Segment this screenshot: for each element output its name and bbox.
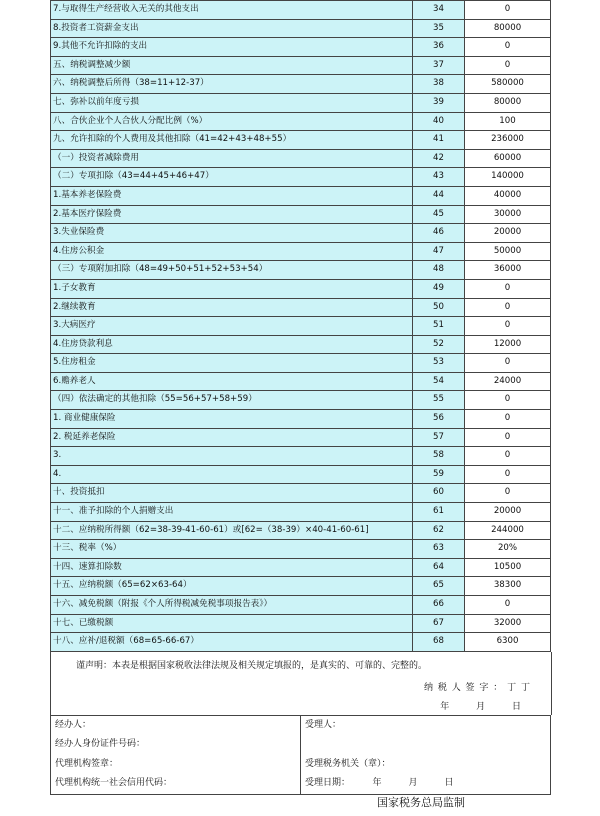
table-row — [51, 447, 551, 466]
table-row — [51, 186, 551, 205]
item-label: 五、纳税调整减少额 — [51, 56, 413, 75]
line-number: 68 — [413, 633, 465, 652]
amount-cell[interactable]: 0 — [465, 354, 551, 373]
item-label: 8.投资者工资薪金支出 — [51, 19, 413, 38]
line-number: 48 — [413, 261, 465, 280]
item-label: 七、弥补以前年度亏损 — [51, 93, 413, 112]
tax-return-form — [50, 0, 550, 795]
line-number: 63 — [413, 540, 465, 559]
taxpayer-signature: 纳 税 人 签 字 ： 丁 丁 — [423, 682, 531, 693]
table-row — [51, 317, 551, 336]
item-label: 4.住房贷款利息 — [51, 335, 413, 354]
line-number: 51 — [413, 317, 465, 336]
amount-cell[interactable]: 0 — [465, 1, 551, 20]
amount-cell[interactable]: 0 — [465, 447, 551, 466]
table-row — [51, 372, 551, 391]
line-number: 67 — [413, 614, 465, 633]
table-row — [51, 633, 551, 652]
amount-cell[interactable]: 10500 — [465, 558, 551, 577]
agency-code-label: 代理机构统一社会信用代码： — [55, 778, 173, 789]
receiver-section — [301, 715, 551, 794]
line-number: 49 — [413, 279, 465, 298]
item-label: 6.赡养老人 — [51, 372, 413, 391]
table-row — [51, 428, 551, 447]
amount-cell[interactable]: 32000 — [465, 614, 551, 633]
line-number: 50 — [413, 298, 465, 317]
table-row — [51, 75, 551, 94]
line-number: 53 — [413, 354, 465, 373]
item-label: 八、合伙企业个人合伙人分配比例（%） — [51, 112, 413, 131]
line-number: 46 — [413, 224, 465, 243]
line-number: 55 — [413, 391, 465, 410]
tax-office-label: 受理税务机关（章）： — [305, 758, 391, 769]
line-number: 41 — [413, 131, 465, 150]
line-number: 64 — [413, 558, 465, 577]
table-row — [51, 224, 551, 243]
table-row — [51, 19, 551, 38]
amount-cell[interactable]: 0 — [465, 279, 551, 298]
item-label: 5.住房租金 — [51, 354, 413, 373]
item-label: （四）依法确定的其他扣除（55=56+57+58+59） — [51, 391, 413, 410]
amount-cell[interactable]: 244000 — [465, 521, 551, 540]
amount-cell[interactable]: 12000 — [465, 335, 551, 354]
item-label: 2. 税延养老保险 — [51, 428, 413, 447]
item-label: 1. 商业健康保险 — [51, 410, 413, 429]
table-row — [51, 1, 551, 20]
table-row — [51, 354, 551, 373]
table-row — [51, 521, 551, 540]
item-label: 十三、税率（%） — [51, 540, 413, 559]
table-row — [51, 298, 551, 317]
line-number: 60 — [413, 484, 465, 503]
item-label: （二）专项扣除（43=44+45+46+47） — [51, 168, 413, 187]
item-label: 十一、准予扣除的个人捐赠支出 — [51, 503, 413, 522]
item-label: 十八、应补/退税额（68=65-66-67） — [51, 633, 413, 652]
amount-cell[interactable]: 6300 — [465, 633, 551, 652]
blank-line — [301, 735, 550, 755]
line-number: 43 — [413, 168, 465, 187]
item-label: 1.基本养老保险费 — [51, 186, 413, 205]
table-row — [51, 391, 551, 410]
agency-seal-label: 代理机构签章： — [55, 758, 119, 769]
item-label: 4.住房公积金 — [51, 242, 413, 261]
amount-cell[interactable]: 0 — [465, 38, 551, 57]
amount-cell[interactable]: 236000 — [465, 131, 551, 150]
line-number: 65 — [413, 577, 465, 596]
item-label: 六、纳税调整后所得（38=11+12-37） — [51, 75, 413, 94]
table-row — [51, 205, 551, 224]
amount-cell[interactable]: 30000 — [465, 205, 551, 224]
table-row — [51, 410, 551, 429]
table-row — [51, 335, 551, 354]
item-label: 十六、减免税额（附报《个人所得税减免税事项报告表》） — [51, 596, 413, 615]
supervisor-note: 国家税务总局监制 — [377, 796, 465, 809]
item-label: 1.子女教育 — [51, 279, 413, 298]
table-row — [51, 614, 551, 633]
line-number: 59 — [413, 465, 465, 484]
table-row — [51, 465, 551, 484]
item-label: 4. — [51, 465, 413, 484]
amount-cell[interactable]: 0 — [465, 596, 551, 615]
item-label: 3. — [51, 447, 413, 466]
line-number: 66 — [413, 596, 465, 615]
line-number: 39 — [413, 93, 465, 112]
amount-cell[interactable]: 50000 — [465, 242, 551, 261]
table-row — [51, 112, 551, 131]
item-label: 7.与取得生产经营收入无关的其他支出 — [51, 1, 413, 20]
item-label: （三）专项附加扣除（48=49+50+51+52+53+54） — [51, 261, 413, 280]
receiver-label: 受理人： — [305, 719, 342, 730]
table-row — [51, 168, 551, 187]
receive-date-label: 受理日期： 年 月 日 — [305, 778, 454, 789]
item-label: 十、投资抵扣 — [51, 484, 413, 503]
amount-cell[interactable]: 0 — [465, 391, 551, 410]
line-number: 58 — [413, 447, 465, 466]
handler-label: 经办人： — [55, 719, 92, 730]
amount-cell[interactable]: 0 — [465, 465, 551, 484]
line-number: 34 — [413, 1, 465, 20]
table-row — [51, 56, 551, 75]
line-number: 52 — [413, 335, 465, 354]
amount-cell[interactable]: 140000 — [465, 168, 551, 187]
item-label: 十四、速算扣除数 — [51, 558, 413, 577]
amount-cell[interactable]: 20% — [465, 540, 551, 559]
amount-cell[interactable]: 100 — [465, 112, 551, 131]
line-number: 37 — [413, 56, 465, 75]
item-label: 十七、已缴税额 — [51, 614, 413, 633]
amount-cell[interactable]: 80000 — [465, 19, 551, 38]
amount-cell[interactable]: 580000 — [465, 75, 551, 94]
line-number: 47 — [413, 242, 465, 261]
line-number: 56 — [413, 410, 465, 429]
line-number: 57 — [413, 428, 465, 447]
amount-cell[interactable]: 80000 — [465, 93, 551, 112]
table-row — [51, 577, 551, 596]
line-number: 36 — [413, 38, 465, 57]
line-number: 38 — [413, 75, 465, 94]
amount-cell[interactable]: 0 — [465, 428, 551, 447]
line-number: 54 — [413, 372, 465, 391]
amount-cell[interactable]: 40000 — [465, 186, 551, 205]
agent-receiver-table — [50, 715, 551, 795]
amount-cell[interactable]: 0 — [465, 484, 551, 503]
table-row — [51, 131, 551, 150]
amount-cell[interactable]: 36000 — [465, 261, 551, 280]
table-row — [51, 503, 551, 522]
line-number: 44 — [413, 186, 465, 205]
amount-cell[interactable]: 0 — [465, 317, 551, 336]
line-number: 61 — [413, 503, 465, 522]
amount-cell[interactable]: 0 — [465, 298, 551, 317]
line-number: 35 — [413, 19, 465, 38]
line-number: 62 — [413, 521, 465, 540]
tax-items-table — [50, 0, 551, 652]
item-label: 十二、应纳税所得额（62=38-39-41-60-61）或[62=（38-39）×40-41-60-61] — [51, 521, 413, 540]
amount-cell[interactable]: 0 — [465, 410, 551, 429]
line-number: 40 — [413, 112, 465, 131]
table-row — [51, 242, 551, 261]
amount-cell[interactable]: 20000 — [465, 224, 551, 243]
declaration-text: 谨声明：本表是根据国家税收法律法规及相关规定填报的，是真实的、可靠的、完整的。 — [76, 660, 428, 671]
table-row — [51, 38, 551, 57]
item-label: （一）投资者减除费用 — [51, 149, 413, 168]
line-number: 45 — [413, 205, 465, 224]
amount-cell[interactable]: 20000 — [465, 503, 551, 522]
item-label: 九、允许扣除的个人费用及其他扣除（41=42+43+48+55） — [51, 131, 413, 150]
table-row — [51, 149, 551, 168]
table-row — [51, 558, 551, 577]
amount-cell[interactable]: 38300 — [465, 577, 551, 596]
handler-id-label: 经办人身份证件号码： — [55, 739, 146, 750]
item-label: 9.其他不允许扣除的支出 — [51, 38, 413, 57]
amount-cell[interactable]: 60000 — [465, 149, 551, 168]
table-row — [51, 279, 551, 298]
table-row — [51, 261, 551, 280]
line-number: 42 — [413, 149, 465, 168]
item-label: 2.基本医疗保险费 — [51, 205, 413, 224]
table-row — [51, 596, 551, 615]
signature-date: 年 月 日 — [440, 701, 521, 712]
amount-cell[interactable]: 0 — [465, 56, 551, 75]
table-row — [51, 93, 551, 112]
item-label: 十五、应纳税额（65=62×63-64） — [51, 577, 413, 596]
amount-cell[interactable]: 24000 — [465, 372, 551, 391]
table-row — [51, 540, 551, 559]
item-label: 3.大病医疗 — [51, 317, 413, 336]
agent-section — [51, 715, 301, 794]
item-label: 3.失业保险费 — [51, 224, 413, 243]
declaration-section — [50, 652, 552, 715]
item-label: 2.继续教育 — [51, 298, 413, 317]
table-row — [51, 484, 551, 503]
